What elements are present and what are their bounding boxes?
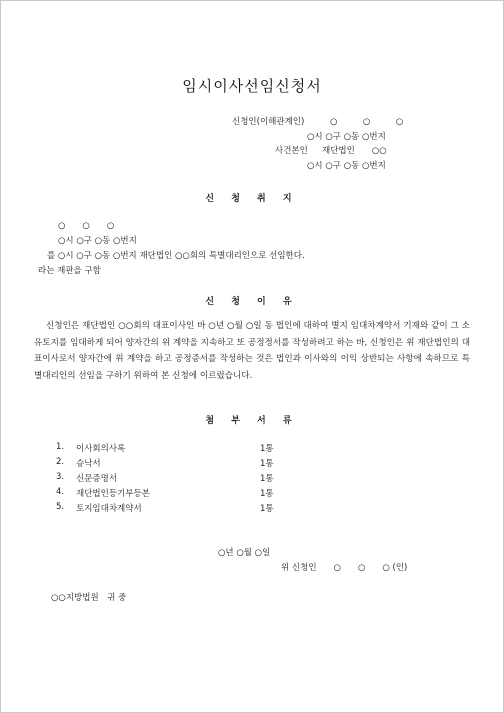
attachment-quantity: 1통	[260, 444, 274, 454]
attachment-name: 재단법인등기부등본	[76, 489, 150, 499]
attachment-number: 4.	[56, 487, 65, 497]
attachment-name: 승낙서	[76, 459, 101, 469]
attachment-name: 토지임대차계약서	[76, 504, 142, 514]
attachment-item	[56, 502, 296, 516]
attachments-heading: 첨 부 서 류	[205, 416, 299, 426]
purpose-line-2: 라는 재판을 구함	[38, 266, 101, 276]
attachment-name: 이사회의사록	[76, 444, 126, 454]
document-title: 임시이사선임신청서	[182, 77, 322, 95]
attachment-item	[56, 487, 296, 501]
attachment-number: 2.	[56, 457, 65, 467]
application-date: ○년 ○월 ○일	[218, 548, 271, 558]
attachment-name: 신문증명서	[76, 474, 118, 484]
principal-name: 재단법인 ○○	[322, 146, 387, 156]
attachment-number: 1.	[56, 442, 65, 452]
reason-text: 신청인은 재단법인 ○○회의 대표이사인 바 ○년 ○월 ○일 동 법인에 대하여 별지 임대차계약서 기재와 같이 그 소유토지를 임대하게 되어 양자간의 위 계약을 지속하고 또 공정정서를 작성하려고 하는 바, 신청인은 위 재단법인의 대표이사로서 양자간에 위 계약을 하고 공정증서를 작성하는 것은 법인과 이사와의 이익 상반되는 사항에 속하므로 특별대리인의 선임을 구하기 위하여 본 신청에 이르렀습니다.	[34, 321, 470, 381]
applicant-label: 신청인(이해관계인)	[232, 117, 305, 127]
attachment-quantity: 1통	[260, 474, 274, 484]
purpose-line-1: 를 ○시 ○구 ○동 ○번지 재단법인 ○○회의 특별대리인으로 선임한다.	[47, 251, 305, 261]
purpose-name: ○ ○ ○	[58, 221, 115, 231]
applicant-address: ○시 ○구 ○동 ○번지	[307, 132, 386, 142]
attachment-item	[56, 457, 296, 471]
attachment-quantity: 1통	[260, 504, 274, 514]
attachment-quantity: 1통	[260, 459, 274, 469]
attachment-item	[56, 472, 296, 486]
purpose-address: ○시 ○구 ○동 ○번지	[58, 236, 137, 246]
attachment-item	[56, 442, 296, 456]
reason-heading: 신 청 이 유	[205, 297, 299, 307]
purpose-heading: 신 청 취 지	[205, 194, 299, 204]
principal-address: ○시 ○구 ○동 ○번지	[307, 161, 386, 171]
applicant-name: ○ ○ ○	[330, 117, 404, 127]
applicant-signature: 위 신청인 ○ ○ ○ (인)	[281, 563, 408, 573]
court-addressee: ○○지방법원 귀 중	[51, 593, 127, 603]
attachment-number: 5.	[56, 502, 65, 512]
attachment-number: 3.	[56, 472, 65, 482]
attachment-quantity: 1통	[260, 489, 274, 499]
principal-label: 사건본인	[275, 146, 308, 156]
